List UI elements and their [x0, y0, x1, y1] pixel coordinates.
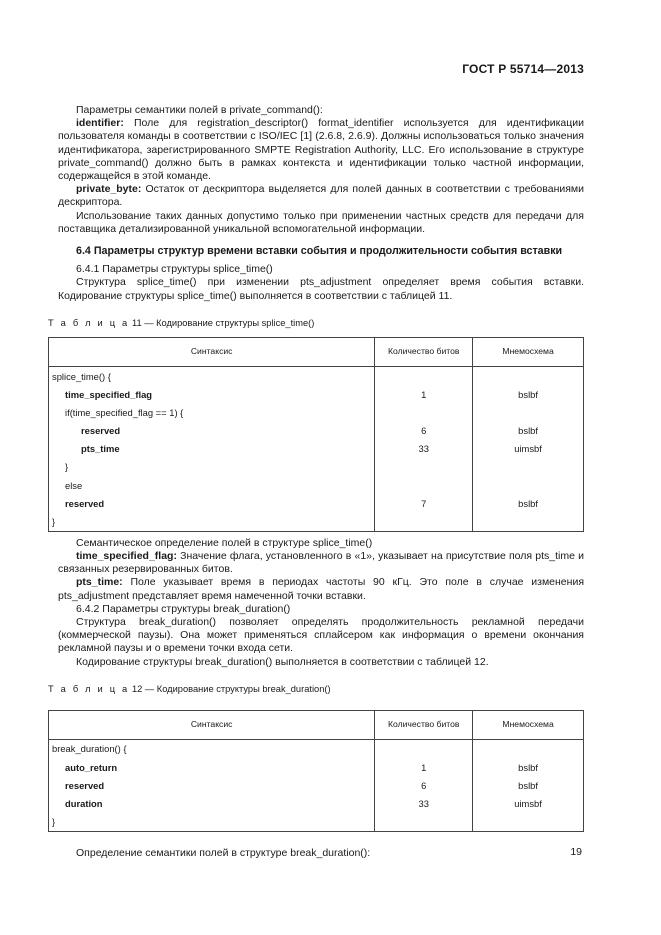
mnemonic-cell — [473, 813, 584, 832]
term: identifier: — [76, 117, 124, 130]
table-row — [49, 367, 584, 386]
term: pts_time: — [76, 576, 123, 589]
col-header-syntax: Синтаксис — [49, 338, 375, 367]
table-break-duration — [48, 710, 584, 832]
mnemonic-cell: bslbf — [473, 422, 584, 440]
paragraph: Структура splice_time() при изменении pts_adjustment определяет время события вставки. Кодирование структуры splice_time() выполняется в соответствии с таблицей 11. — [58, 276, 584, 302]
bits-cell — [375, 513, 473, 532]
table-row — [49, 494, 584, 512]
subsection-title: 6.4.1 Параметры структуры splice_time() — [76, 263, 273, 276]
table-row — [49, 476, 584, 494]
bits-cell: 1 — [375, 758, 473, 776]
table-caption-prefix: Т а б л и ц а — [48, 683, 130, 694]
paragraph — [58, 576, 584, 602]
paragraph: Кодирование структуры break_duration() выполняется в соответствии с таблицей 12. — [76, 655, 489, 668]
col-header-mnemonic: Мнемосхема — [473, 338, 584, 367]
syntax-cell — [49, 776, 375, 794]
syntax-cell — [49, 440, 375, 458]
col-header-syntax: Синтаксис — [49, 710, 375, 739]
mnemonic-cell: bslbf — [473, 494, 584, 512]
bits-cell: 1 — [375, 385, 473, 403]
syntax-cell — [49, 385, 375, 403]
table-header-row — [49, 710, 584, 739]
mnemonic-cell — [473, 458, 584, 476]
definition: Поле для registration_descriptor() format_identifier используется для идентификации пользователя команды в соответствии с ISO/IEC [1] (2.6.8, 2.6.9). Должны использоваться только значения идентификатора, зарегистрированного SMPTE Registration Authority, LLC. Его использование в структуре private_command() должно быть в рамках контекста и идентификации только частной информации, содержащейся в этой команде. — [58, 117, 584, 183]
bits-cell — [375, 476, 473, 494]
table-header-row — [49, 338, 584, 367]
col-header-bits: Количество битов — [375, 338, 473, 367]
mnemonic-cell — [473, 476, 584, 494]
syntax-cell: splice_time() { — [49, 367, 375, 386]
bits-cell: 33 — [375, 795, 473, 813]
bits-cell: 6 — [375, 422, 473, 440]
bits-cell — [375, 739, 473, 758]
table-row — [49, 513, 584, 532]
field-name: pts_time — [81, 443, 120, 455]
mnemonic-cell — [473, 513, 584, 532]
table-splice-time — [48, 337, 584, 532]
page-number: 19 — [570, 846, 582, 858]
paragraph: Параметры семантики полей в private_command(): — [76, 104, 323, 116]
table-row — [49, 813, 584, 832]
table-caption-text: 11 — Кодирование структуры splice_time() — [129, 317, 315, 328]
subsection-title: 6.4.2 Параметры структуры break_duration() — [76, 602, 291, 615]
table-caption-text: 12 — Кодирование структуры break_duration() — [129, 683, 331, 694]
table-row — [49, 385, 584, 403]
syntax-cell: } — [49, 813, 375, 832]
paragraph: Использование таких данных допустимо только при применении частных средств для передачи для поставщика детализированной уникальной вспомогательной информации. — [58, 209, 584, 235]
mnemonic-cell: uimsbf — [473, 440, 584, 458]
bits-cell: 33 — [375, 440, 473, 458]
syntax-cell: if(time_specified_flag == 1) { — [49, 403, 375, 421]
table-row — [49, 422, 584, 440]
bits-cell: 7 — [375, 494, 473, 512]
table-row — [49, 758, 584, 776]
table-row — [49, 739, 584, 758]
bits-cell — [375, 403, 473, 421]
bits-cell — [375, 458, 473, 476]
syntax-cell — [49, 494, 375, 512]
definition: Значение флага, установленного в «1», указывает на присутствие поля pts_time и связанных резервированных битов. — [58, 549, 584, 576]
syntax-cell: } — [49, 458, 375, 476]
bits-cell — [375, 813, 473, 832]
bits-cell: 6 — [375, 776, 473, 794]
paragraph: Семантическое определение полей в структуре splice_time() — [76, 536, 373, 549]
mnemonic-cell — [473, 403, 584, 421]
syntax-cell: else — [49, 476, 375, 494]
field-name: reserved — [65, 497, 105, 509]
table-row — [49, 403, 584, 421]
table-row — [49, 776, 584, 794]
field-name: auto_return — [65, 761, 118, 773]
mnemonic-cell — [473, 739, 584, 758]
mnemonic-cell: bslbf — [473, 758, 584, 776]
table-caption-prefix: Т а б л и ц а — [48, 317, 130, 328]
field-name: duration — [65, 798, 103, 810]
field-name: reserved — [81, 425, 121, 437]
syntax-cell — [49, 422, 375, 440]
definition: Поле указывает время в периодах частоты 90 кГц. Это поле в случае изменения pts_adjustment представляет время намеченной точки вставки. — [58, 576, 584, 602]
field-name: reserved — [65, 779, 105, 791]
syntax-cell: break_duration() { — [49, 739, 375, 758]
page-body — [48, 104, 584, 860]
document-code: ГОСТ Р 55714—2013 — [462, 62, 584, 76]
col-header-bits: Количество битов — [375, 710, 473, 739]
paragraph: Определение семантики полей в структуре break_duration(): — [76, 846, 371, 859]
col-header-mnemonic: Мнемосхема — [473, 710, 584, 739]
table-caption — [48, 683, 584, 696]
table-row — [49, 440, 584, 458]
table-row — [49, 795, 584, 813]
term: time_specified_flag: — [76, 549, 177, 562]
table-row — [49, 458, 584, 476]
field-name: time_specified_flag — [65, 388, 153, 400]
syntax-cell — [49, 795, 375, 813]
syntax-cell: } — [49, 513, 375, 532]
syntax-cell — [49, 758, 375, 776]
term: private_byte: — [76, 183, 142, 196]
definition: Остаток от дескриптора выделяется для полей данных в соответствии с требованиями дескриптора. — [58, 183, 584, 209]
mnemonic-cell — [473, 367, 584, 386]
paragraph — [58, 183, 584, 209]
mnemonic-cell: uimsbf — [473, 795, 584, 813]
mnemonic-cell: bslbf — [473, 385, 584, 403]
paragraph — [58, 550, 584, 576]
mnemonic-cell: bslbf — [473, 776, 584, 794]
table-caption — [48, 317, 584, 330]
paragraph: Структура break_duration() позволяет определять продолжительность рекламной передачи (коммерческой паузы). Она может применяться сплайсером как информация о времени окончания рекламной паузы и о времени точки входа сети. — [58, 615, 584, 655]
section-heading: 6.4 Параметры структур времени вставки события и продолжительности события вставки — [76, 245, 563, 258]
paragraph — [58, 117, 584, 183]
bits-cell — [375, 367, 473, 386]
